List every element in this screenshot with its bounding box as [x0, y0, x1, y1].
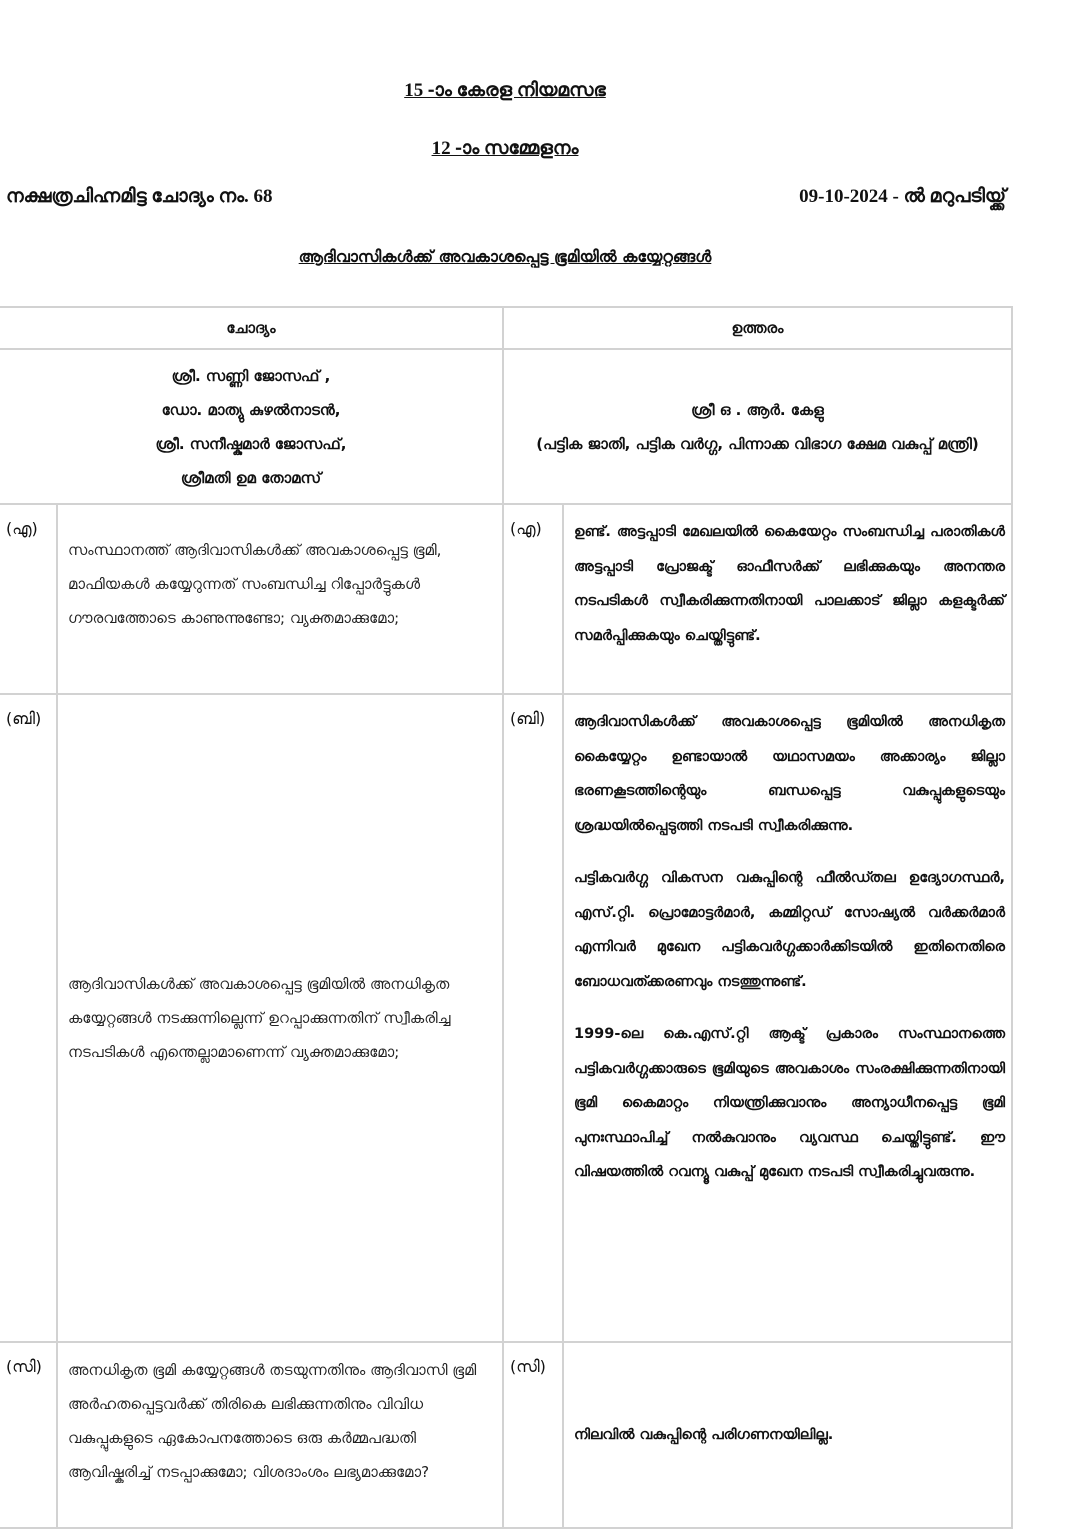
question-text: അനധികൃത ഭൂമി കയ്യേറ്റങ്ങൾ തടയുന്നതിനും ആദിവാസി ഭൂമി അർഹതപ്പെട്ടവർക്ക് തിരികെ ലഭിക്കുന്നതിനും വിവിധ വകുപ്പുകളുടെ ഏകോപനത്തോടെ ഒരു കർമ്മപദ്ധതി ആവിഷ്കരിച്ച് നടപ്പാക്കുമോ; വിശദാംശം ലഭ്യമാക്കുമോ?: [57, 1342, 503, 1528]
answer-paragraph: ആദിവാസികൾക്ക് അവകാശപ്പെട്ട ഭൂമിയിൽ അനധികൃത കൈയ്യേറ്റം ഉണ്ടായാൽ യഥാസമയം അക്കാര്യം ജില്ലാ ഭരണകൂടത്തിന്റെയും ബന്ധപ്പെട്ട വകുപ്പുകളുടെയും ശ്രദ്ധയിൽപ്പെടുത്തി നടപടി സ്വീകരിക്കുന്നു.: [574, 714, 1005, 834]
asker-name: ഡോ. മാത്യു കുഴൽനാടൻ,: [161, 400, 341, 419]
asker-name: ശ്രീ. സണ്ണി ജോസഫ് ,: [171, 366, 331, 385]
minister-cell: [503, 349, 1012, 504]
question-label: (എ): [0, 504, 57, 694]
answer-date: 09-10-2024 - ൽ മറുപടിയ്ക്ക്: [799, 186, 1006, 207]
answer-paragraph: ഉണ്ട്. അട്ടപ്പാടി മേഖലയിൽ കൈയേറ്റം സംബന്ധിച്ച പരാതികൾ അട്ടപ്പാടി പ്രോജക്ട് ഓഫീസർക്ക് ലഭിക്കുകയും അനന്തര നടപടികൾ സ്വീകരിക്കുന്നതിനായി പാലക്കാട് ജില്ലാ കളക്ടർക്ക് സമർപ്പിക്കുകയും ചെയ്തിട്ടുണ്ട്.: [574, 524, 1005, 644]
session-title: 12 -ാം സമ്മേളനം: [431, 138, 579, 159]
answer-text: [563, 504, 1012, 694]
asker-name: ശ്രീ. സനീഷ്കുമാർ ജോസഫ്,: [155, 434, 347, 453]
subject-heading: ആദിവാസികൾക്ക് അവകാശപ്പെട്ട ഭൂമിയിൽ കയ്യേറ്റങ്ങൾ: [298, 247, 712, 266]
answer-paragraph: നിലവിൽ വകുപ്പിന്റെ പരിഗണനയിലില്ല.: [574, 1426, 834, 1443]
question-number: നക്ഷത്രചിഹ്നമിട്ട ചോദ്യം നം. 68: [6, 186, 273, 207]
names-row: [0, 349, 1012, 504]
question-text: സംസ്ഥാനത്ത് ആദിവാസികൾക്ക് അവകാശപ്പെട്ട ഭൂമി, മാഫിയകൾ കയ്യേറുന്നത് സംബന്ധിച്ച റിപ്പോർട്ടുകൾ ഗൗരവത്തോടെ കാണുന്നുണ്ടോ; വ്യക്തമാക്കുമോ;: [57, 504, 503, 694]
question-label: (ബി): [0, 694, 57, 1342]
minister-name: ശ്രീ ഒ . ആർ. കേളു: [691, 400, 824, 419]
answer-label: (ബി): [503, 694, 563, 1342]
answer-paragraph: പട്ടികവർഗ്ഗ വികസന വകുപ്പിന്റെ ഫീൽഡ്തല ഉദ്യോഗസ്ഥർ, എസ്.റ്റി. പ്രൊമോട്ടർമാർ, കമ്മിറ്റഡ് സോഷ്യൽ വർക്കർമാർ എന്നിവർ മുഖേന പട്ടികവർഗ്ഗക്കാർക്കിടയിൽ ഇതിനെതിരെ ബോധവത്ക്കരണവും നടത്തുന്നുണ്ട്.: [574, 870, 1005, 990]
askers-cell: [0, 349, 503, 504]
question-text: ആദിവാസികൾക്ക് അവകാശപ്പെട്ട ഭൂമിയിൽ അനധികൃത കയ്യേറ്റങ്ങൾ നടക്കുന്നില്ലെന്ന് ഉറപ്പാക്കുന്നതിന് സ്വീകരിച്ച നടപടികൾ എന്തെല്ലാമാണെന്ന് വ്യക്തമാക്കുമോ;: [57, 694, 503, 1342]
asker-name: ശ്രീമതി ഉമ തോമസ്: [180, 468, 322, 487]
table-row: [0, 504, 1012, 694]
answer-label: (സി): [503, 1342, 563, 1528]
answer-paragraph: 1999-ലെ കെ.എസ്.റ്റി ആക്ട് പ്രകാരം സംസ്ഥാനത്തെ പട്ടികവർഗ്ഗക്കാരുടെ ഭൂമിയുടെ അവകാശം സംരക്ഷിക്കുന്നതിനായി ഭൂമി കൈമാറ്റം നിയന്ത്രിക്കുവാനും അന്യാധീനപ്പെട്ട ഭൂമി പുനഃസ്ഥാപിച്ച് നൽകുവാനും വ്യവസ്ഥ ചെയ്തിട്ടുണ്ട്. ഈ വിഷയത്തിൽ റവന്യൂ വകുപ്പ് മുഖേന നടപടി സ്വീകരിച്ചുവരുന്നു.: [574, 1026, 1005, 1180]
question-label: (സി): [0, 1342, 57, 1528]
answer-column-header: ഉത്തരം: [503, 307, 1012, 349]
table-header-row: [0, 307, 1012, 349]
minister-title: (പട്ടിക ജാതി, പട്ടിക വർഗ്ഗ, പിന്നാക്ക വിഭാഗ ക്ഷേമ വകുപ്പ് മന്ത്രി): [536, 434, 979, 453]
answer-text: [563, 694, 1012, 1342]
question-column-header: ചോദ്യം: [0, 307, 503, 349]
assembly-title: 15 -ാം കേരള നിയമസഭ: [404, 80, 606, 101]
answer-label: (എ): [503, 504, 563, 694]
table-row: [0, 694, 1012, 1342]
answer-text: [563, 1342, 1012, 1528]
table-row: [0, 1342, 1012, 1528]
question-answer-table: [0, 306, 1013, 1529]
